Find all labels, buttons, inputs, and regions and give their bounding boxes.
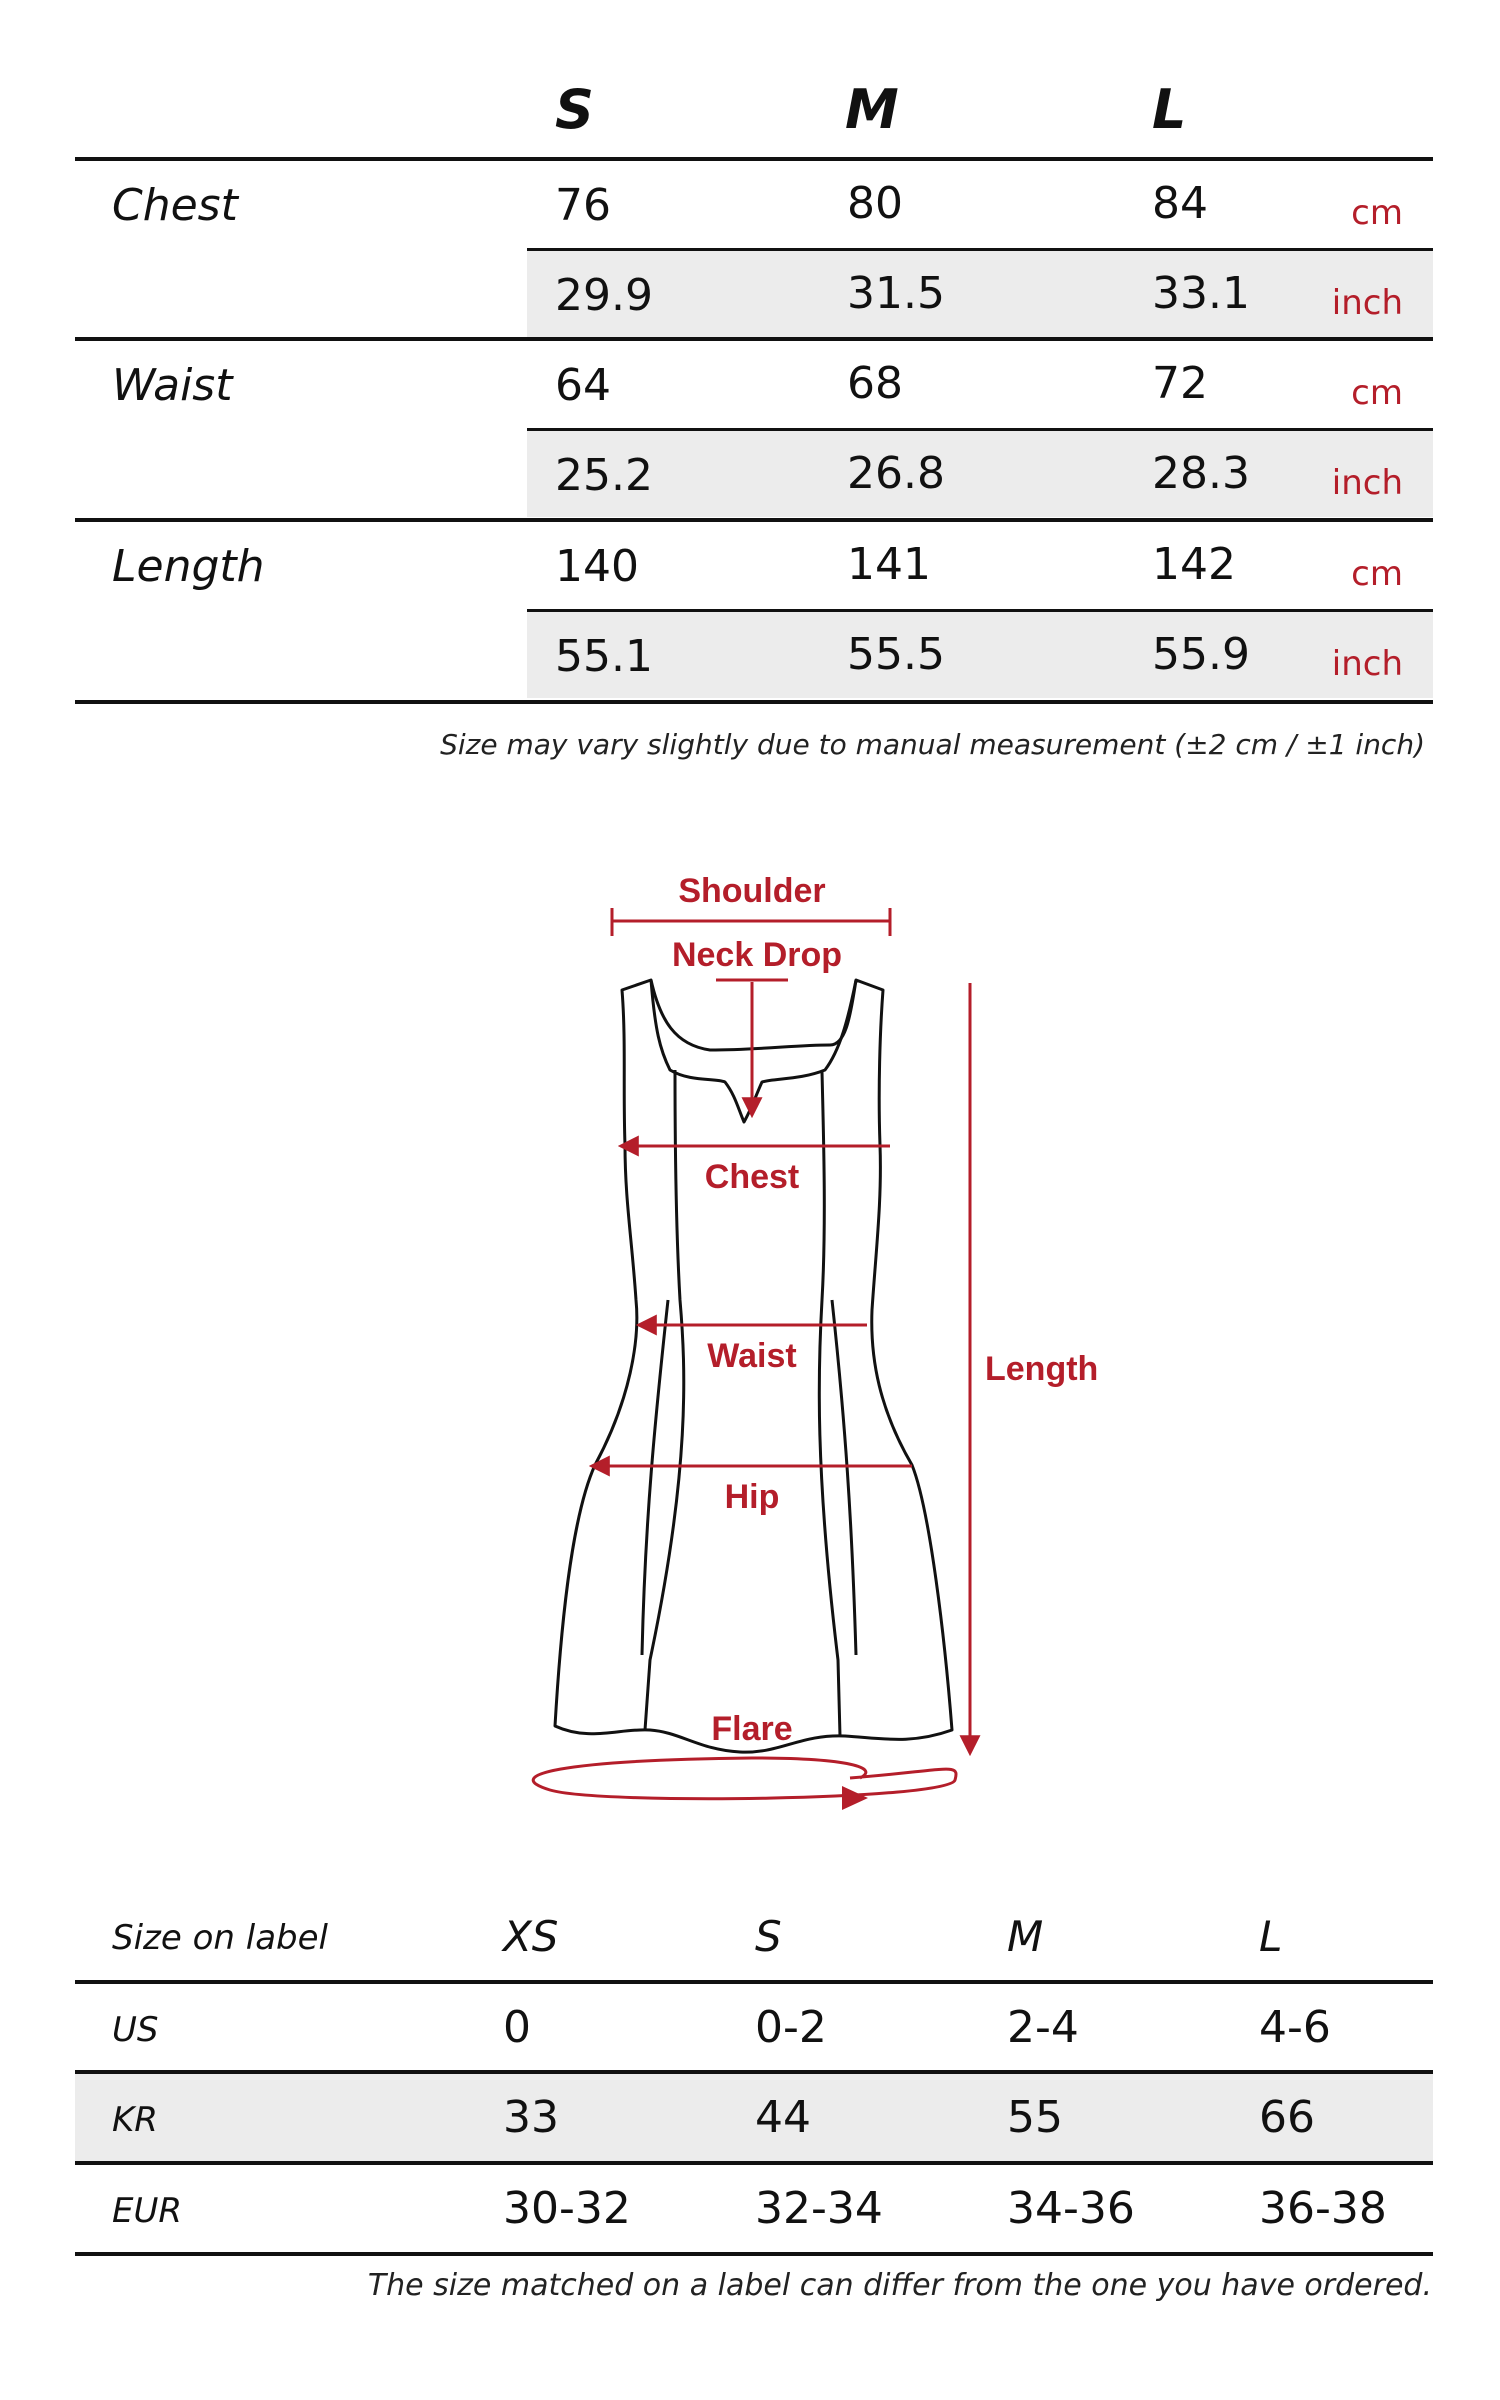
waist-label: Waist xyxy=(112,360,233,411)
kr-s: 44 xyxy=(755,2092,811,2143)
waist-inch-m: 26.8 xyxy=(847,448,945,499)
flare-arrowhead xyxy=(842,1786,868,1810)
conv-header-m: M xyxy=(1007,1912,1044,1961)
chest-cm-m: 80 xyxy=(847,178,903,229)
shoulder-measure xyxy=(612,908,890,936)
chest-label: Chest xyxy=(704,1158,800,1196)
length-cm-m: 141 xyxy=(847,539,931,590)
conv-header-l: L xyxy=(1259,1912,1283,1961)
kr-l: 66 xyxy=(1259,2092,1315,2143)
conv-rule xyxy=(75,2161,1433,2165)
shoulder-label: Shoulder xyxy=(678,872,826,910)
unit-cm: cm xyxy=(1351,554,1403,594)
eur-l: 36-38 xyxy=(1259,2183,1387,2234)
size-header-m: M xyxy=(845,78,899,141)
waist-cm-m: 68 xyxy=(847,358,903,409)
length-cm-s: 140 xyxy=(555,541,639,592)
size-on-label-header: Size on label xyxy=(112,1918,328,1958)
conv-header-xs: XS xyxy=(503,1912,559,1961)
waist-cm-l: 72 xyxy=(1152,358,1208,409)
waist-cm-s: 64 xyxy=(555,360,611,411)
conv-header-s: S xyxy=(755,1912,782,1961)
chest-label: Chest xyxy=(112,180,238,231)
hip-label: Hip xyxy=(724,1478,780,1516)
length-inch-l: 55.9 xyxy=(1152,629,1250,680)
kr-xs: 33 xyxy=(503,2092,559,2143)
chest-inch-m: 31.5 xyxy=(847,268,945,319)
waist-label: Waist xyxy=(707,1337,797,1375)
length-inch-m: 55.5 xyxy=(847,629,945,680)
chest-cm-s: 76 xyxy=(555,180,611,231)
length-label: Length xyxy=(985,1350,1099,1388)
unit-inch: inch xyxy=(1331,463,1403,503)
row-shade xyxy=(75,2074,1433,2162)
left-skirt-seam xyxy=(642,1300,668,1655)
flare-label: Flare xyxy=(711,1710,793,1748)
conv-rule xyxy=(75,2252,1433,2256)
waist-inch-l: 28.3 xyxy=(1152,448,1250,499)
chest-cm-l: 84 xyxy=(1152,178,1208,229)
eur-label: EUR xyxy=(112,2191,182,2231)
kr-label: KR xyxy=(112,2100,158,2140)
unit-inch: inch xyxy=(1331,644,1403,684)
us-m: 2-4 xyxy=(1007,2002,1079,2053)
length-inch-s: 55.1 xyxy=(555,631,653,682)
size-header-s: S xyxy=(555,78,594,141)
right-skirt-seam xyxy=(832,1300,856,1655)
eur-xs: 30-32 xyxy=(503,2183,631,2234)
unit-inch: inch xyxy=(1331,283,1403,323)
flare-ellipse-arrow xyxy=(533,1758,956,1799)
kr-m: 55 xyxy=(1007,2092,1063,2143)
size-header-l: L xyxy=(1152,78,1187,141)
left-princess-seam xyxy=(645,1070,684,1730)
unit-cm: cm xyxy=(1351,373,1403,413)
eur-m: 34-36 xyxy=(1007,2183,1135,2234)
neck-drop-label: Neck Drop xyxy=(671,936,843,974)
chest-inch-l: 33.1 xyxy=(1152,268,1250,319)
conversion-note: The size matched on a label can differ from the one you have ordered. xyxy=(367,2268,1432,2303)
us-s: 0-2 xyxy=(755,2002,827,2053)
us-xs: 0 xyxy=(503,2002,531,2053)
us-label: US xyxy=(112,2010,159,2050)
length-cm-l: 142 xyxy=(1152,539,1236,590)
us-l: 4-6 xyxy=(1259,2002,1331,2053)
unit-cm: cm xyxy=(1351,193,1403,233)
eur-s: 32-34 xyxy=(755,2183,883,2234)
chest-inch-s: 29.9 xyxy=(555,270,653,321)
right-princess-seam xyxy=(819,1072,840,1736)
measurement-note: Size may vary slightly due to manual measurement (±2 cm / ±1 inch) xyxy=(440,728,1425,761)
length-label: Length xyxy=(112,541,265,592)
conv-rule xyxy=(75,1980,1433,1984)
waist-inch-s: 25.2 xyxy=(555,450,653,501)
